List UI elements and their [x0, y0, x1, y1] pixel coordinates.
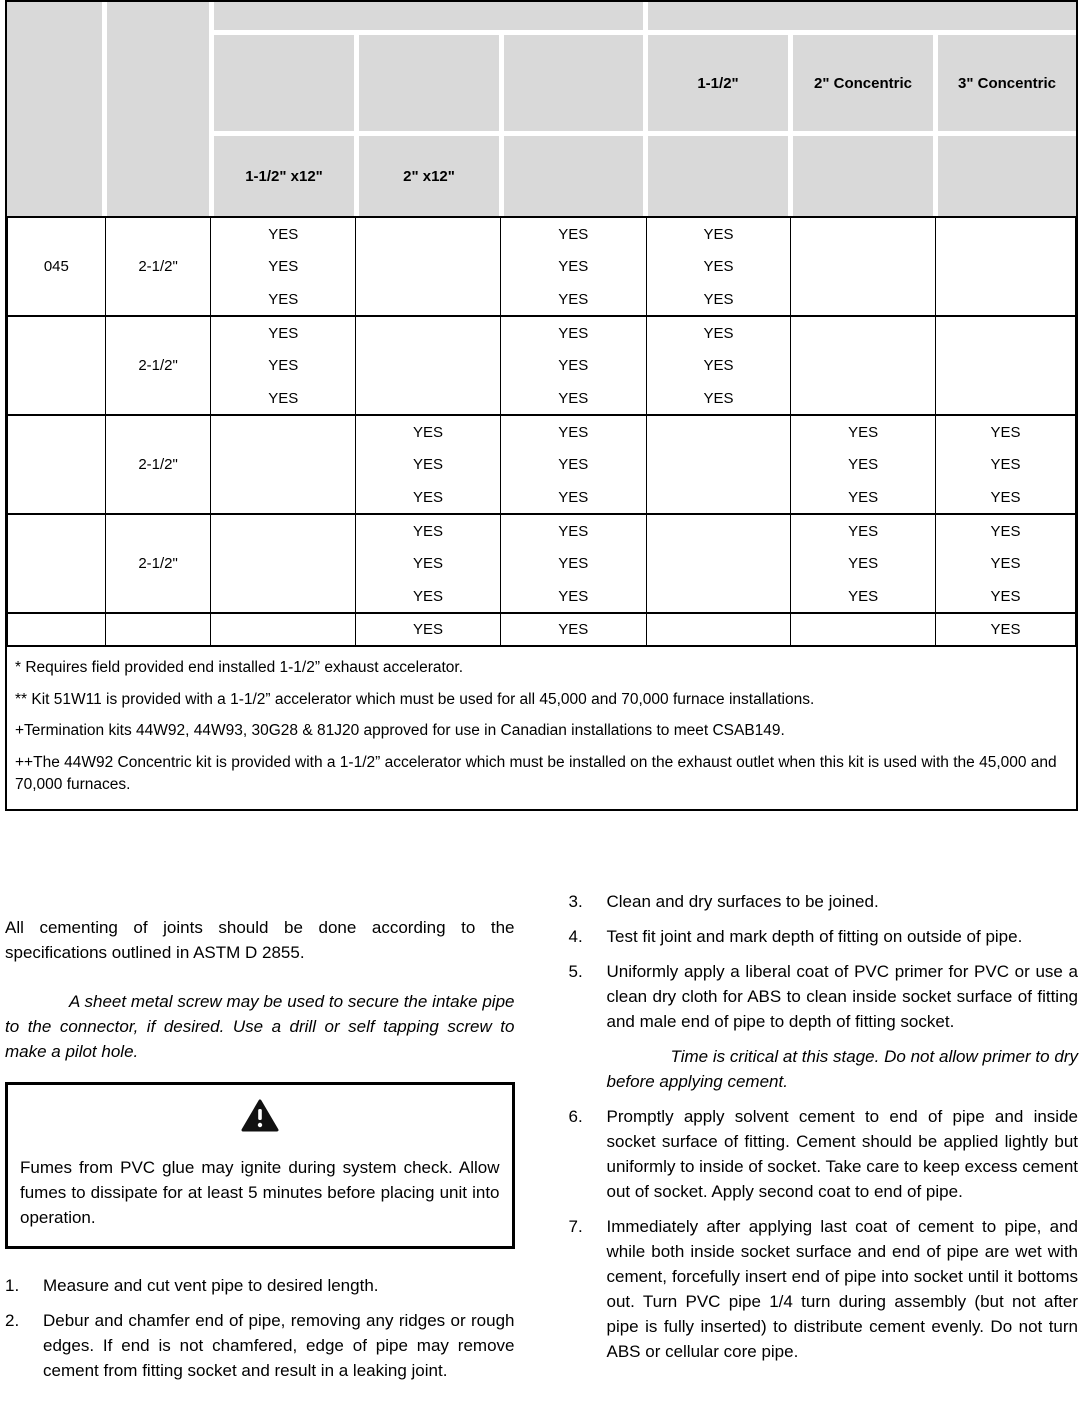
yes-cell — [646, 580, 791, 613]
yes-cell: YES — [356, 547, 501, 580]
list-item-number: 7. — [568, 1217, 583, 1237]
model-cell: 045 — [8, 217, 106, 316]
table-row-group — [8, 514, 1076, 613]
yes-cell — [646, 415, 791, 448]
yes-cell: YES — [936, 415, 1076, 448]
time-critical-note: Time is critical at this stage. Do not allow primer to dry before applying cement. — [606, 1047, 1078, 1092]
list-item — [569, 1104, 1079, 1204]
yes-cell: YES — [211, 217, 356, 250]
yes-cell: YES — [646, 217, 791, 250]
yes-cell: YES — [500, 217, 646, 250]
yes-cell: YES — [936, 448, 1076, 481]
table-row-group — [8, 217, 1076, 316]
yes-cell: YES — [500, 349, 646, 382]
yes-cell: YES — [646, 250, 791, 283]
yes-cell — [646, 448, 791, 481]
list-item-number: 1. — [5, 1276, 20, 1296]
yes-cell: YES — [356, 481, 501, 514]
yes-cell — [356, 283, 501, 316]
table-footnotes — [7, 647, 1076, 809]
header-col-1-1-2-x12: 1-1/2" x12" — [214, 136, 354, 216]
yes-cell: YES — [936, 481, 1076, 514]
sheet-metal-screw-note: A sheet metal screw may be used to secure the intake pipe to the connector, if desired. Use a drill or self tapping screw to make a pilot hole. — [5, 992, 515, 1062]
yes-cell: YES — [211, 250, 356, 283]
header-blank-cell — [793, 136, 933, 216]
header-blank-cell — [504, 136, 643, 216]
yes-cell: YES — [646, 349, 791, 382]
header-band-left — [214, 2, 643, 30]
yes-cell — [211, 514, 356, 547]
yes-cell: YES — [646, 316, 791, 349]
vent-kit-table — [5, 0, 1078, 811]
yes-cell: YES — [791, 514, 936, 547]
yes-cell: YES — [500, 382, 646, 415]
warning-box — [5, 1082, 515, 1249]
header-blank-cell — [938, 136, 1076, 216]
header-col-2-x12: 2" x12" — [359, 136, 499, 216]
model-cell — [8, 415, 106, 514]
yes-cell — [791, 250, 936, 283]
table-row-group — [8, 316, 1076, 415]
yes-cell: YES — [211, 316, 356, 349]
list-item — [569, 924, 1079, 949]
model-cell — [8, 613, 106, 646]
list-item-text: Test fit joint and mark depth of fitting on outside of pipe. — [606, 927, 1023, 947]
yes-cell: YES — [791, 547, 936, 580]
warning-icon — [20, 1099, 500, 1139]
table-row — [8, 217, 1076, 250]
cementing-paragraph: All cementing of joints should be done according to the specifications outlined in ASTM D 2855. — [5, 918, 515, 963]
header-blank-cell — [504, 35, 643, 131]
yes-cell: YES — [356, 613, 501, 646]
list-item-text: Measure and cut vent pipe to desired length. — [43, 1276, 379, 1296]
yes-cell: YES — [500, 250, 646, 283]
yes-cell — [791, 382, 936, 415]
size-cell: 2-1/2" — [105, 514, 211, 613]
yes-cell — [791, 283, 936, 316]
yes-cell — [211, 448, 356, 481]
yes-cell: YES — [791, 415, 936, 448]
yes-cell — [646, 547, 791, 580]
yes-cell — [356, 382, 501, 415]
list-item — [5, 1273, 515, 1298]
footnote-kit-51w11: ** Kit 51W11 is provided with a 1-1/2” accelerator which must be used for all 45,000 and 70,000 furnace installations. — [15, 690, 815, 708]
table-row — [8, 514, 1076, 547]
list-item-number: 2. — [5, 1311, 20, 1331]
yes-cell: YES — [936, 613, 1076, 646]
yes-cell — [356, 250, 501, 283]
yes-cell — [211, 580, 356, 613]
yes-cell — [211, 547, 356, 580]
table-row — [8, 613, 1076, 646]
header-size-column — [107, 2, 209, 216]
yes-cell: YES — [936, 580, 1076, 613]
header-blank-cell — [359, 35, 499, 131]
yes-cell: YES — [791, 481, 936, 514]
yes-cell: YES — [356, 448, 501, 481]
yes-cell: YES — [500, 547, 646, 580]
yes-cell: YES — [500, 316, 646, 349]
yes-cell — [936, 349, 1076, 382]
table-row-group — [8, 415, 1076, 514]
header-model-column — [7, 2, 102, 216]
yes-cell: YES — [936, 547, 1076, 580]
list-item-text: Debur and chamfer end of pipe, removing any ridges or rough edges. If end is not chamfered, edge of pipe may remove cement from fitting socket and result in a leaking joint. — [43, 1311, 515, 1381]
yes-cell — [211, 481, 356, 514]
yes-cell: YES — [500, 580, 646, 613]
yes-cell — [646, 613, 791, 646]
table-row-group — [8, 613, 1076, 646]
vent-table-body — [7, 216, 1076, 647]
yes-cell: YES — [211, 382, 356, 415]
yes-cell: YES — [791, 580, 936, 613]
yes-cell: YES — [500, 613, 646, 646]
yes-cell: YES — [356, 514, 501, 547]
yes-cell — [791, 316, 936, 349]
footnote-concentric-kit: ++The 44W92 Concentric kit is provided with a 1-1/2” accelerator which must be installed on the exhaust outlet when this kit is used with the 45,000 and 70,000 furnaces. — [15, 754, 1057, 793]
yes-cell — [356, 316, 501, 349]
header-band-right — [648, 2, 1076, 30]
table-row — [8, 316, 1076, 349]
yes-cell — [936, 217, 1076, 250]
yes-cell: YES — [356, 580, 501, 613]
list-item — [569, 1214, 1079, 1364]
yes-cell — [646, 514, 791, 547]
instructions-section — [5, 889, 1078, 1393]
header-col-3-concentric: 3" Concentric — [938, 35, 1076, 131]
header-blank-cell — [648, 136, 788, 216]
list-item-text: Uniformly apply a liberal coat of PVC primer for PVC or use a clean dry cloth for ABS to clean inside socket surface of fitting and male end of pipe to depth of fitting socket. — [606, 962, 1078, 1032]
list-item-text: Clean and dry surfaces to be joined. — [606, 892, 879, 912]
list-item — [569, 889, 1079, 914]
yes-cell: YES — [211, 283, 356, 316]
yes-cell — [791, 217, 936, 250]
header-col-2-concentric: 2" Concentric — [793, 35, 933, 131]
left-column — [5, 889, 515, 1393]
yes-cell — [936, 250, 1076, 283]
yes-cell: YES — [356, 415, 501, 448]
yes-cell — [936, 382, 1076, 415]
yes-cell: YES — [500, 415, 646, 448]
size-cell: 2-1/2" — [105, 217, 211, 316]
list-item-number: 6. — [568, 1107, 583, 1127]
table-header — [7, 2, 1076, 216]
size-cell: 2-1/2" — [105, 316, 211, 415]
warning-text: Fumes from PVC glue may ignite during system check. Allow fumes to dissipate for at least 5 minutes before placing unit into operation. — [20, 1158, 500, 1228]
header-blank-cell — [214, 35, 354, 131]
yes-cell — [791, 349, 936, 382]
yes-cell — [646, 481, 791, 514]
yes-cell: YES — [791, 448, 936, 481]
list-item-number: 5. — [568, 962, 583, 982]
size-cell: 2-1/2" — [105, 415, 211, 514]
yes-cell — [356, 217, 501, 250]
list-item-number: 3. — [568, 892, 583, 912]
right-column — [569, 889, 1079, 1393]
model-cell — [8, 514, 106, 613]
list-item-text: Promptly apply solvent cement to end of pipe and inside socket surface of fitting. Cement should be applied lightly but uniformly to inside of socket. Take care to keep excess cement out of socket. Apply second coat to end of pipe. — [606, 1107, 1078, 1202]
yes-cell — [211, 415, 356, 448]
list-item-number: 4. — [568, 927, 583, 947]
yes-cell: YES — [500, 514, 646, 547]
yes-cell — [791, 613, 936, 646]
header-col-1-1-2: 1-1/2" — [648, 35, 788, 131]
model-cell — [8, 316, 106, 415]
list-item — [5, 1308, 515, 1383]
list-item — [569, 959, 1079, 1034]
yes-cell — [211, 613, 356, 646]
yes-cell: YES — [211, 349, 356, 382]
yes-cell: YES — [936, 514, 1076, 547]
yes-cell — [936, 316, 1076, 349]
footnote-accelerator: * Requires field provided end installed 1-1/2” exhaust accelerator. — [15, 659, 464, 676]
list-item-text: Immediately after applying last coat of cement to pipe, and while both inside socket surface and end of pipe are wet with cement, forcefully insert end of pipe into socket until it bottoms out. Turn PVC pipe 1/4 turn during assembly (but not after pipe is fully inserted) to distribute cement evenly. Do not turn ABS or cellular core pipe. — [606, 1217, 1078, 1362]
table-row — [8, 415, 1076, 448]
yes-cell: YES — [646, 382, 791, 415]
yes-cell: YES — [646, 283, 791, 316]
footnote-termination-kits: +Termination kits 44W92, 44W93, 30G28 & 81J20 approved for use in Canadian installations to meet CSAB149. — [15, 722, 785, 740]
yes-cell: YES — [500, 283, 646, 316]
yes-cell: YES — [500, 448, 646, 481]
yes-cell — [936, 283, 1076, 316]
yes-cell — [356, 349, 501, 382]
yes-cell: YES — [500, 481, 646, 514]
size-cell — [105, 613, 211, 646]
